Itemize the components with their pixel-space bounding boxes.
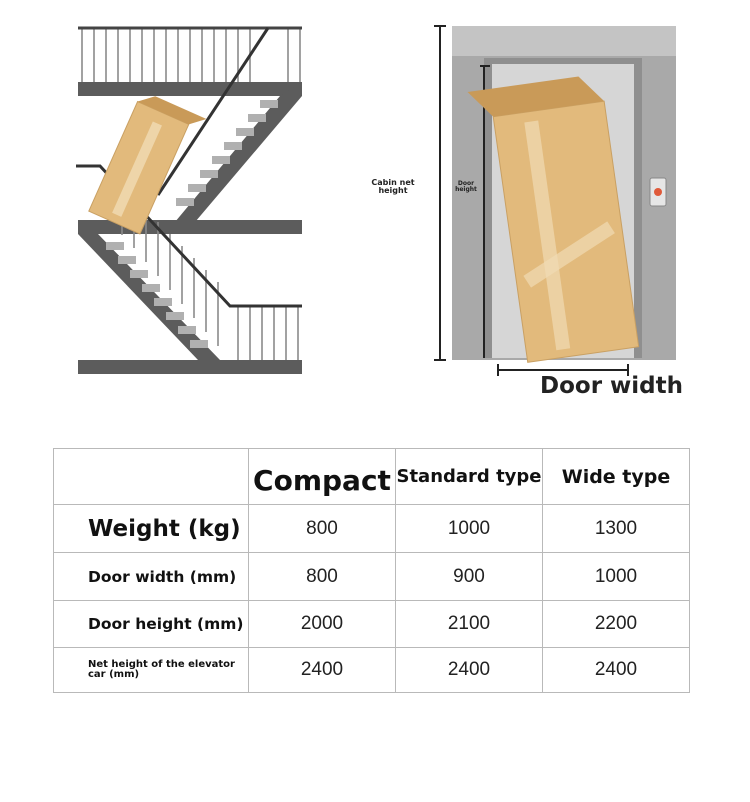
table-cell: 2200 <box>543 601 690 648</box>
row-label: Door height (mm) <box>54 601 249 648</box>
table-header-row <box>54 449 690 505</box>
cabin-net-height-label: Cabin net height <box>371 178 415 196</box>
table-cell: 2400 <box>249 648 396 693</box>
spec-table <box>53 448 690 693</box>
table-cell: 2000 <box>249 601 396 648</box>
table-cell: 900 <box>396 553 543 601</box>
table-row <box>54 601 690 648</box>
table-cell: 1000 <box>396 505 543 553</box>
header-compact: Compact <box>249 449 396 505</box>
header-wide-type: Wide type <box>543 449 690 505</box>
elevator-with-box-icon <box>428 18 688 378</box>
table-cell: 2400 <box>543 648 690 693</box>
table-row <box>54 648 690 693</box>
door-width-label: Door width <box>540 373 684 399</box>
table-cell: 800 <box>249 505 396 553</box>
header-standard-type: Standard type <box>396 449 543 505</box>
table-cell: 1000 <box>543 553 690 601</box>
table-cell: 800 <box>249 553 396 601</box>
header-empty-cell <box>54 449 249 505</box>
table-row <box>54 505 690 553</box>
table-row <box>54 553 690 601</box>
table-cell: 2400 <box>396 648 543 693</box>
row-label: Door width (mm) <box>54 553 249 601</box>
table-cell: 1300 <box>543 505 690 553</box>
row-label: Net height of the elevator car (mm) <box>54 648 249 693</box>
staircase-with-box-icon <box>70 20 390 400</box>
row-label: Weight (kg) <box>54 505 249 553</box>
door-height-label: Door height <box>455 180 477 194</box>
table-cell: 2100 <box>396 601 543 648</box>
